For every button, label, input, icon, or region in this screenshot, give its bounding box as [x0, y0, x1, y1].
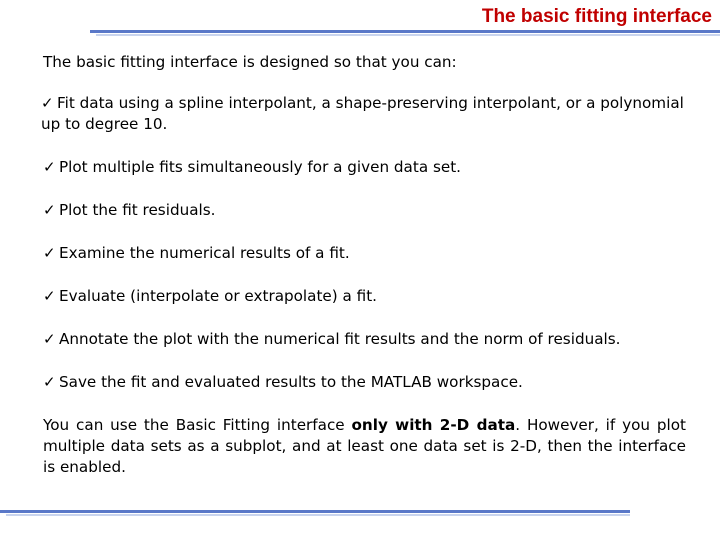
list-item [43, 200, 686, 221]
closing-emphasis: only with 2-D data [351, 416, 516, 434]
checkmark-icon: ✓ [43, 201, 56, 219]
checkmark-icon: ✓ [43, 373, 56, 391]
checkmark-icon: ✓ [43, 330, 56, 348]
intro-text: The basic fitting interface is designed so that you can: [43, 53, 457, 71]
checkmark-icon: ✓ [43, 244, 56, 262]
list-item-text: Fit data using a spline interpolant, a shape-preserving interpolant, or a polynomial up to degree 10. [41, 94, 684, 133]
list-item-text: Plot the fit residuals. [59, 201, 216, 219]
closing-text-2: . However, if you plot multiple data sets as a subplot, and at least one data set is 2-D, then the interface is enabled. [43, 416, 686, 476]
list-item [43, 286, 686, 307]
list-item-text: Save the fit and evaluated results to the MATLAB workspace. [59, 373, 523, 391]
checkmark-icon: ✓ [41, 94, 54, 112]
footer-rule-shadow [6, 514, 630, 516]
slide-title: The basic fitting interface [481, 6, 712, 27]
feature-list [43, 93, 686, 393]
list-item-text: Annotate the plot with the numerical fit results and the norm of residuals. [59, 330, 621, 348]
checkmark-icon: ✓ [43, 158, 56, 176]
footer-rule [0, 510, 630, 513]
list-item [43, 372, 686, 393]
checkmark-icon: ✓ [43, 287, 56, 305]
title-underline [90, 30, 720, 33]
title-underline-shadow [96, 34, 720, 36]
list-item [43, 243, 686, 264]
list-item [41, 93, 686, 135]
closing-text-1: You can use the Basic Fitting interface [43, 416, 352, 434]
closing-paragraph [43, 415, 686, 478]
list-item [43, 157, 686, 178]
list-item-text: Plot multiple fits simultaneously for a given data set. [59, 158, 461, 176]
slide-body [43, 52, 686, 478]
list-item-text: Examine the numerical results of a fit. [59, 244, 350, 262]
list-item [43, 329, 686, 350]
list-item-text: Evaluate (interpolate or extrapolate) a fit. [59, 287, 377, 305]
